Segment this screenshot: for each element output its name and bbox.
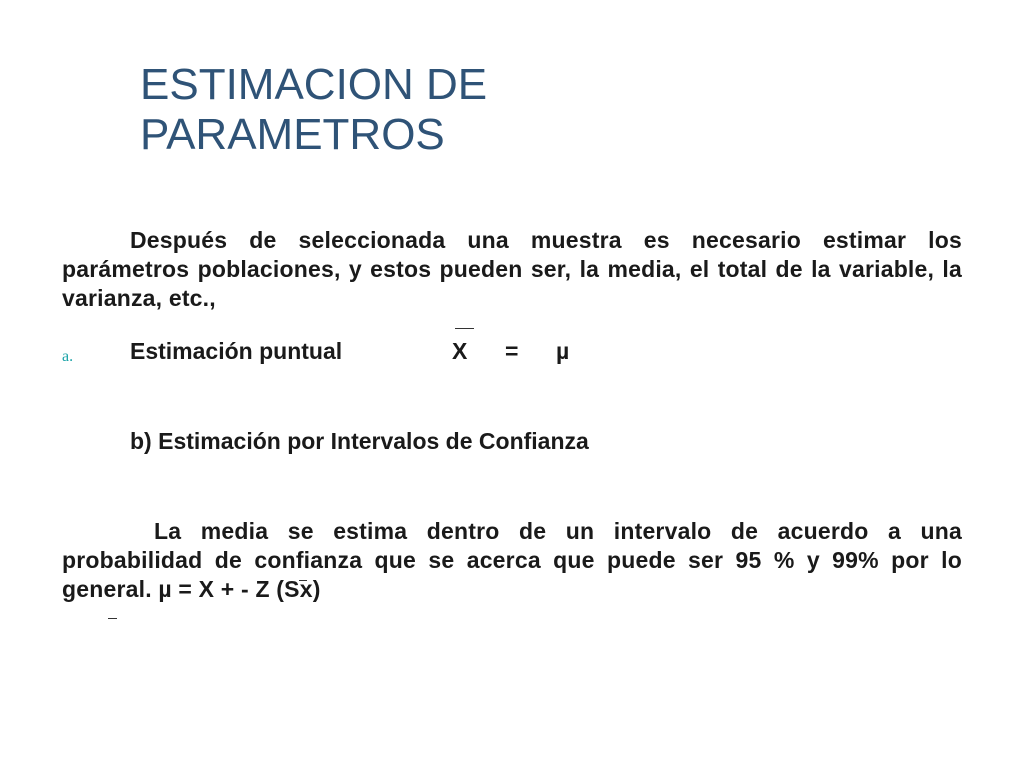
slide-title	[140, 60, 740, 160]
stray-overbar	[108, 618, 117, 619]
title-line-1: ESTIMACION DE	[140, 60, 488, 109]
list-marker-a: a.	[62, 348, 74, 365]
formula-overbar	[299, 580, 307, 581]
mean-overbar	[455, 328, 474, 329]
list-item-point-estimation	[62, 337, 762, 367]
sample-mean-symbol: X	[452, 338, 468, 364]
intro-paragraph: Después de seleccionada una muestra es necesario estimar los parámetros poblaciones, y estos pueden ser, la media, el total de la variable, la varianza, etc.,	[62, 227, 962, 311]
point-estimation-label: Estimación puntual	[130, 338, 343, 364]
mu-symbol: µ	[556, 338, 570, 364]
list-item-interval-estimation: b) Estimación por Intervalos de Confianza	[130, 428, 589, 454]
interval-paragraph: La media se estima dentro de un intervalo de acuerdo a una probabilidad de confianza que se acerca que puede ser 95 % y 99% por lo general. µ = X + - Z (Sx)	[62, 518, 962, 602]
equals-symbol: =	[505, 338, 519, 364]
title-line-2: PARAMETROS	[140, 110, 445, 159]
